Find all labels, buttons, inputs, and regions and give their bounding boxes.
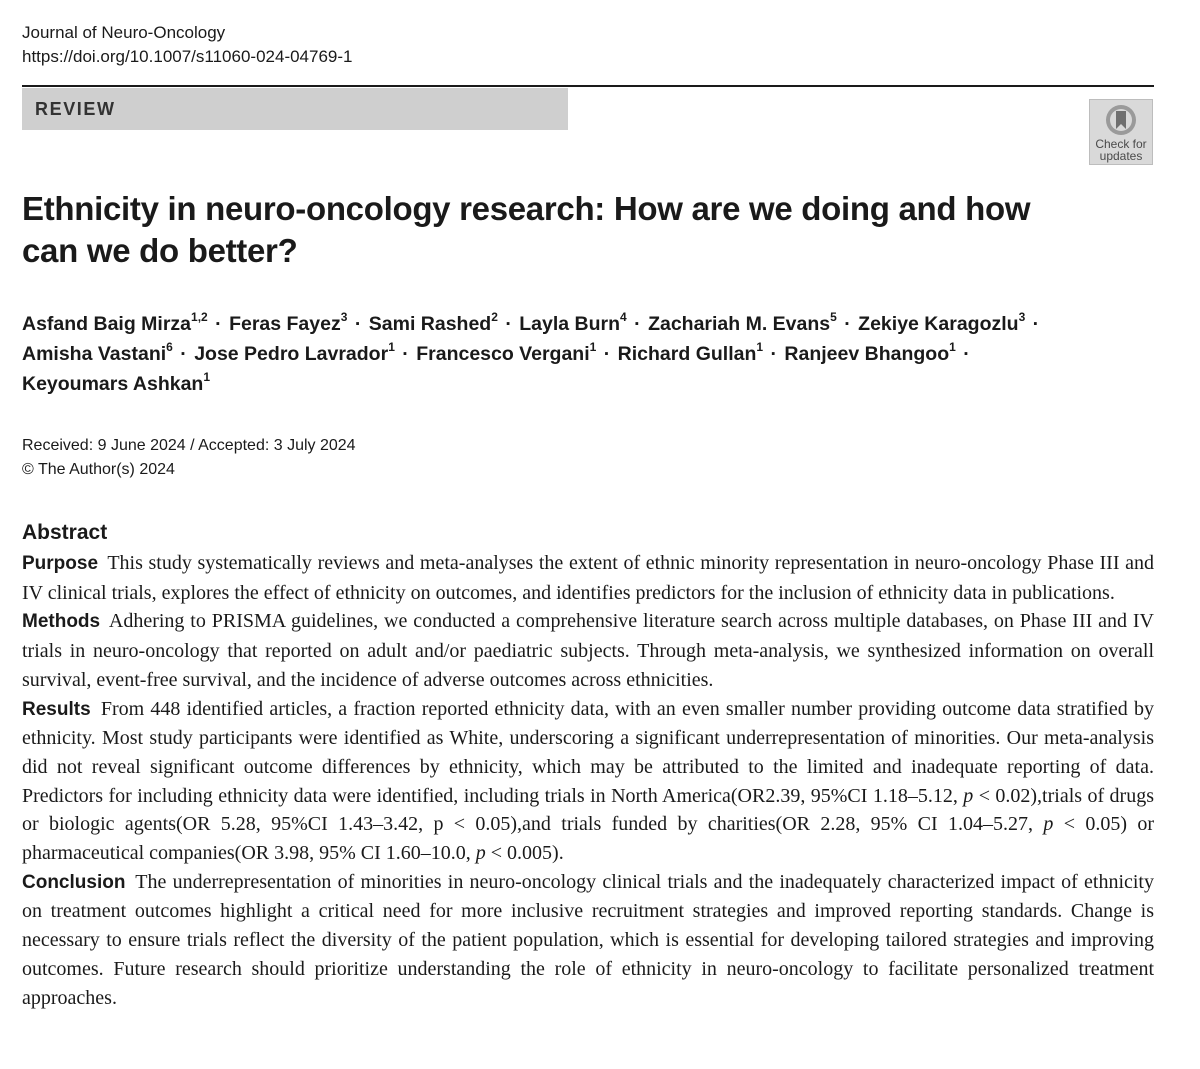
results-text-2: < 0.02),trials of drugs or biologic agents(OR 5.28, 95%CI 1.43–3.42, p < 0.05),and trials funded by charities(OR 2.28, 95% CI 1.04–5.27, <box>22 784 1154 836</box>
abstract-purpose <box>22 549 1154 607</box>
abstract-conclusion <box>22 868 1154 1013</box>
abstract-heading: Abstract <box>22 521 108 544</box>
journal-name: Journal of Neuro-Oncology <box>22 23 226 42</box>
conclusion-label: Conclusion <box>22 871 126 893</box>
author-name[interactable]: Zekiye Karagozlu <box>858 313 1019 335</box>
journal-header <box>22 21 353 69</box>
abstract-body <box>22 549 1154 1012</box>
author-affiliation: 4 <box>620 309 627 324</box>
author-name[interactable]: Francesco Vergani <box>416 343 590 365</box>
author-separator: · <box>963 343 970 365</box>
p-value-symbol: p <box>475 842 486 865</box>
author-separator: · <box>634 313 641 335</box>
author-separator: · <box>844 313 851 335</box>
abstract-methods <box>22 607 1154 694</box>
author-separator: · <box>770 343 777 365</box>
author-affiliation: 3 <box>340 309 348 324</box>
check-updates-line2: updates <box>1099 149 1143 163</box>
author-affiliation: 1,2 <box>191 309 208 324</box>
author-affiliation: 1 <box>949 339 956 354</box>
doi-link[interactable]: https://doi.org/10.1007/s11060-024-04769-1 <box>22 47 353 66</box>
author-separator: · <box>180 343 187 365</box>
p-value-symbol: p <box>1043 813 1054 836</box>
methods-label: Methods <box>22 611 101 633</box>
author-list <box>22 309 1162 399</box>
author-name[interactable]: Ranjeev Bhangoo <box>784 343 950 365</box>
author-separator: · <box>354 313 362 335</box>
author-affiliation: 5 <box>830 309 837 324</box>
check-for-updates-button[interactable] <box>1089 99 1153 165</box>
author-name[interactable]: Keyoumars Ashkan <box>22 373 204 395</box>
author-name[interactable]: Layla Burn <box>519 313 621 335</box>
author-separator: · <box>215 313 222 335</box>
author-separator: · <box>505 313 512 335</box>
conclusion-text: The underrepresentation of minorities in neuro-oncology clinical trials and the inadequately characterized impact of ethnicity on treatment outcomes highlight a critical need for more inclusive recruitment strategies and improved reporting standards. Change is necessary to ensure trials reflect the diversity of the patient population, which is essential for developing tailored strategies and improving outcomes. Future research should prioritize understanding the role of ethnicity in neuro-oncology to facilitate personalized treatment approaches. <box>22 870 1154 1009</box>
author-name[interactable]: Richard Gullan <box>617 343 757 365</box>
methods-text: Adhering to PRISMA guidelines, we conducted a comprehensive literature search across multiple databases, on Phase III and IV trials in neuro-oncology that reported on adult and/or paediatric subjects. Through meta-analysis, we synthesized information on overall survival, event-free survival, and the incidence of adverse outcomes across ethnicities. <box>22 610 1154 691</box>
article-title: Ethnicity in neuro-oncology research: How are we doing and how can we do better? <box>22 190 1031 269</box>
author-affiliation: 1 <box>589 339 597 354</box>
author-affiliation: 1 <box>756 339 764 354</box>
results-text-4: < 0.005). <box>485 842 564 865</box>
author-separator: · <box>603 343 611 365</box>
publication-dates <box>22 434 356 482</box>
author-name[interactable]: Asfand Baig Mirza <box>22 313 192 335</box>
article-type-bar <box>22 88 568 130</box>
purpose-label: Purpose <box>22 553 99 574</box>
purpose-text: This study systematically reviews and meta-analyses the extent of ethnic minority representation in neuro-oncology Phase III and IV clinical trials, explores the effect of ethnicity on outcomes, and identifies predictors for the inclusion of ethnicity data in publications. <box>22 552 1155 604</box>
received-accepted: Received: 9 June 2024 / Accepted: 3 July 2024 <box>22 437 356 454</box>
author-affiliation: 1 <box>203 369 211 384</box>
author-name[interactable]: Zachariah M. Evans <box>648 313 831 335</box>
article-type-label: REVIEW <box>35 99 116 119</box>
p-value-symbol: p <box>963 784 974 807</box>
author-name[interactable]: Feras Fayez <box>229 313 341 335</box>
author-separator: · <box>402 343 409 365</box>
author-name[interactable]: Sami Rashed <box>368 313 492 335</box>
author-name[interactable]: Jose Pedro Lavrador <box>194 343 389 365</box>
author-affiliation: 2 <box>491 309 498 324</box>
author-affiliation: 1 <box>388 339 395 354</box>
abstract-results <box>22 695 1154 868</box>
author-affiliation: 3 <box>1018 309 1026 324</box>
results-text-3: < 0.05) or pharmaceutical companies(OR 3.98, 95% CI 1.60–10.0, <box>22 813 1154 865</box>
header-rule <box>22 85 1154 87</box>
author-name[interactable]: Amisha Vastani <box>22 343 167 365</box>
author-separator: · <box>1032 313 1040 335</box>
bookmark-circle-icon <box>1105 104 1137 136</box>
results-text-1: From 448 identified articles, a fraction reported ethnicity data, with an even smaller number providing outcome data stratified by ethnicity. Most study participants were identified as White, underscoring a significant underrepresentation of minorities. Our meta-analysis did not reveal significant outcome differences by ethnicity, which may be attributed to the limited and inadequate reporting of data. Predictors for including ethnicity data were identified, including trials in North America(OR2.39, 95%CI 1.18–5.12, <box>22 697 1154 807</box>
check-updates-line1: Check for <box>1095 137 1147 151</box>
copyright: © The Author(s) 2024 <box>22 461 175 478</box>
author-affiliation: 6 <box>166 339 173 354</box>
results-label: Results <box>22 698 91 720</box>
